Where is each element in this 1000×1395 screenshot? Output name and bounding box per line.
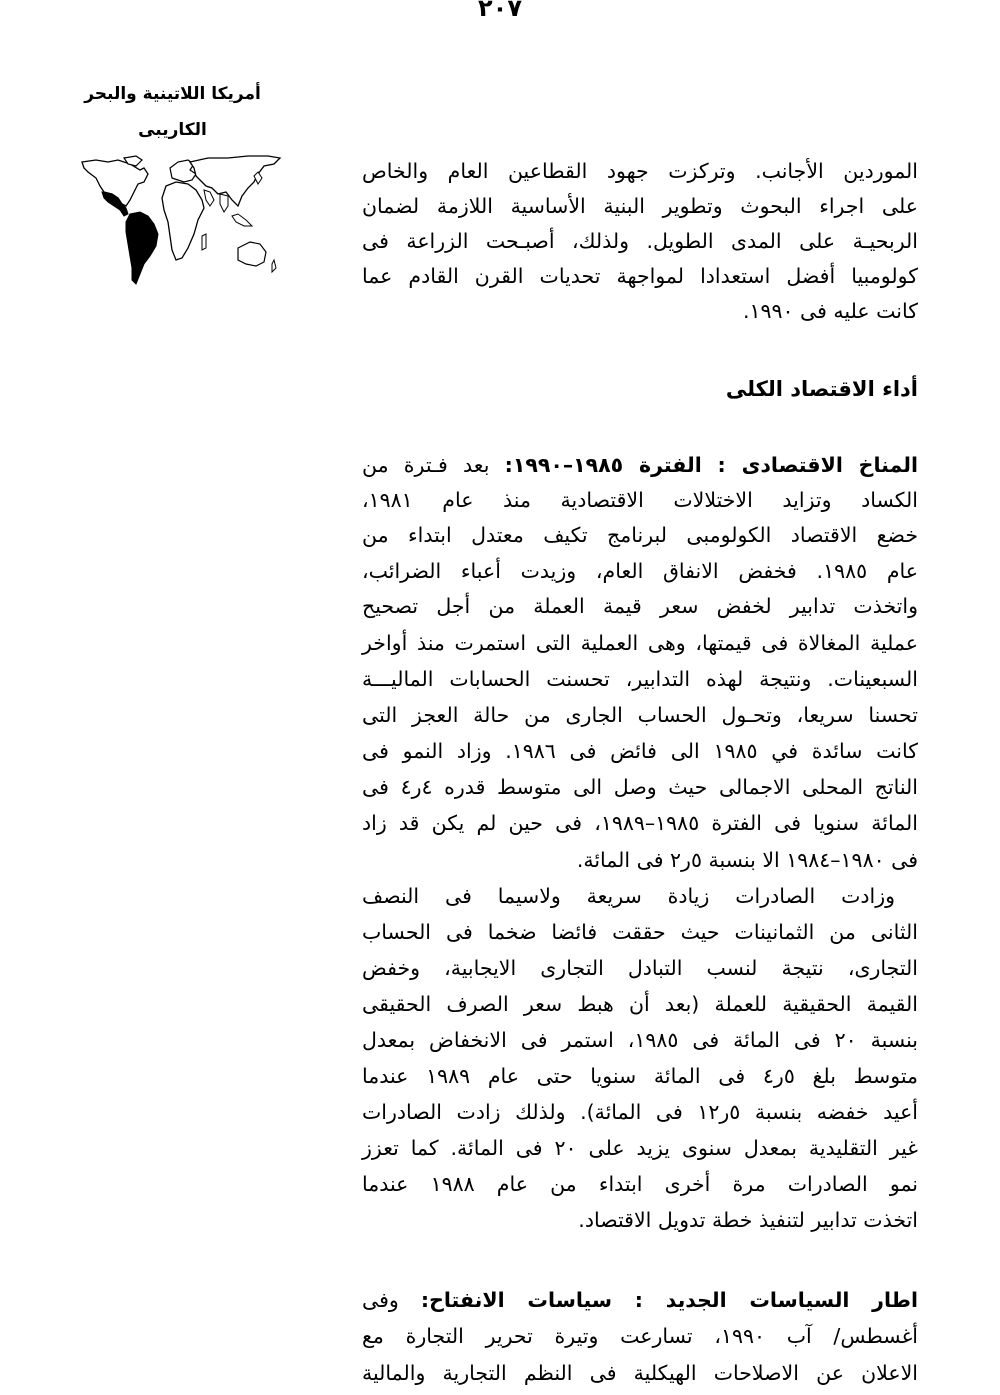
text-line: واتخذت تدابير لخفض سعر قيمة العملة من أجل تصحيح <box>362 594 918 618</box>
text-line: عملية المغالاة فى قيمتها، وهى العملية التى استمرت منذ أواخر <box>362 631 918 655</box>
text-line: بنسبة ٢٠ فى المائة فى ١٩٨٥، استمر فى الانخفاض بمعدل <box>362 1028 919 1052</box>
text-line: متوسط بلغ ٥ر٤ فى المائة سنويا حتى عام ١٩٨٩ عندما <box>362 1064 918 1088</box>
page-number: ٢٠٧ <box>478 0 522 22</box>
text-line: أغسطس/ آب ١٩٩٠، تسارعت وتيرة تحرير التجارة مع <box>362 1324 918 1348</box>
text-line: عام ١٩٨٥. فخفض الانفاق العام، وزيدت أعباء الضرائب، <box>362 559 919 583</box>
text-run: وفى <box>362 1288 421 1312</box>
text-line: الموردين الأجانب. وتركزت جهود القطاعين العام والخاص <box>362 159 918 183</box>
text-line <box>362 1285 918 1315</box>
text-line: أعيد خفضه بنسبة ٥ر١٢ فى المائة). ولذلك زادت الصادرات <box>362 1100 918 1124</box>
sidebar-title-line-2: الكاريبى <box>138 120 207 140</box>
text-line: الثانى من الثمانينات حيث حققت فائضا ضخما فى الحساب <box>362 920 918 944</box>
asia-shape <box>190 156 280 206</box>
subheading-inline: اطار السياسات الجديد : سياسات الانفتاح: <box>420 1288 918 1312</box>
south-america-shape <box>126 212 158 284</box>
text-line: التجارى، نتيجة لنسب التبادل التجارى الايجابية، وخفض <box>362 956 918 980</box>
text-line: غير التقليدية بمعدل سنوى يزيد على ٢٠ فى المائة. كما تعزز <box>362 1136 918 1160</box>
text-line: الاعلان عن الاصلاحات الهيكلية فى النظم التجارية والمالية <box>362 1361 918 1385</box>
text-line: فى ١٩٨٠–١٩٨٤ الا بنسبة ٥ر٢ فى المائة. <box>576 848 918 872</box>
text-line: كانت سائدة في ١٩٨٥ الى فائض فى ١٩٨٦. وزاد النمو فى <box>362 739 918 763</box>
africa-shape <box>162 182 204 260</box>
text-line <box>362 450 918 480</box>
text-line: تحسنا سريعا، وتحـول الحساب الجارى من حالة العجز التى <box>362 703 918 727</box>
text-line: السبعينات. ونتيجة لهذه التدابير، تحسنت الحسابات الماليـــة <box>362 667 918 691</box>
text-line: الكساد وتزايد الاختلالات الاقتصادية منذ عام ١٩٨١، <box>362 488 918 512</box>
text-line: وزادت الصادرات زيادة سريعة ولاسيما فى النصف <box>362 884 895 908</box>
text-line: القيمة الحقيقية للعملة (بعد أن هبط سعر الصرف الحقيقى <box>362 992 918 1016</box>
section-heading: أداء الاقتصاد الكلى <box>725 377 918 401</box>
text-line: اتخذت تدابير لتنفيذ خطة تدويل الاقتصاد. <box>578 1208 918 1232</box>
text-line: المائة سنويا فى الفترة ١٩٨٥–١٩٨٩، فى حين لم يكن قد زاد <box>362 811 918 835</box>
text-line: خضع الاقتصاد الكولومبى لبرنامج تكيف معتدل ابتداء من <box>362 523 918 547</box>
text-line: الربحيـة على المدى الطويل. ولذلك، أصبـحت الزراعة فى <box>362 229 918 253</box>
world-map-icon <box>78 152 284 292</box>
text-line: نمو الصادرات مرة أخرى ابتداء من عام ١٩٨٨ عندما <box>362 1172 918 1196</box>
text-run: بعد فـترة من <box>362 453 505 477</box>
text-line: على اجراء البحوث وتطوير البنية الأساسية اللازمة لضمان <box>362 194 918 218</box>
subheading-inline: المناخ الاقتصادى : الفترة ١٩٨٥–١٩٩٠: <box>504 453 918 477</box>
text-line: الناتج المحلى الاجمالى حيث وصل الى متوسط قدره ٤ر٤ فى <box>362 775 918 799</box>
text-line: كانت عليه فى ١٩٩٠. <box>742 299 918 323</box>
text-line: كولومبيا أفضل استعدادا لمواجهة تحديات القرن القادم عما <box>362 264 918 288</box>
sidebar-title-line-1: أمريكا اللاتينية والبحر <box>84 84 261 104</box>
australia-shape <box>238 242 266 266</box>
